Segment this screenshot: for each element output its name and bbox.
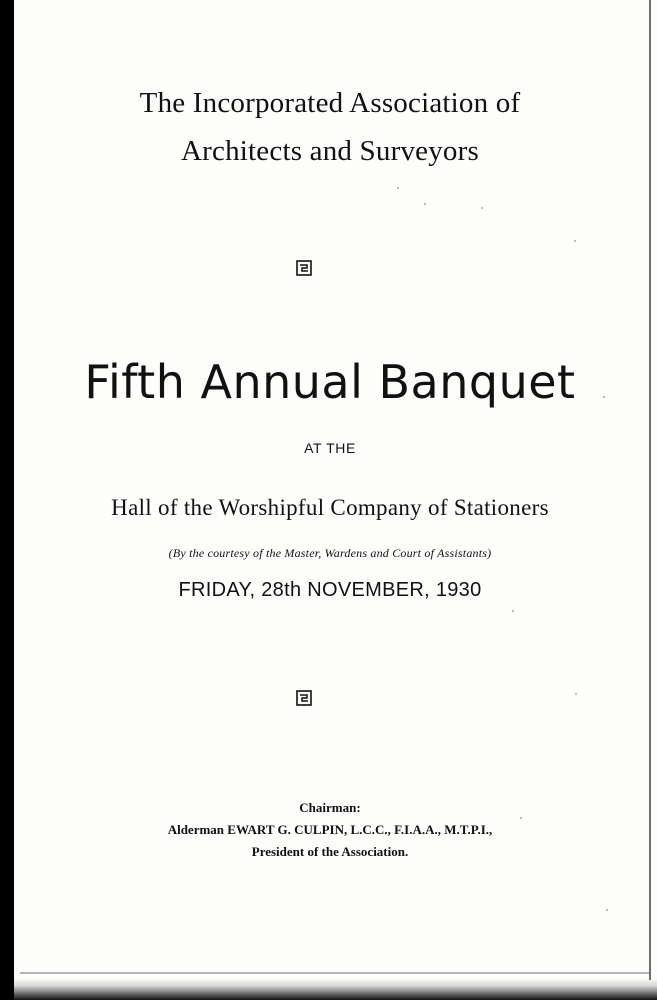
bottom-scan-line	[20, 972, 649, 974]
chairman-role: President of the Association.	[251, 844, 409, 859]
venue-courtesy-note: (By the courtesy of the Master, Wardens and Court of Assistants)	[168, 546, 492, 560]
event-date: FRIDAY, 28th NOVEMBER, 1930	[178, 579, 482, 601]
scan-speck	[603, 396, 605, 398]
scan-speck	[512, 610, 514, 612]
organization-line-1: The Incorporated Association of	[139, 87, 521, 119]
event-title: Fifth Annual Banquet	[84, 355, 576, 409]
chairman-name: Alderman EWART G. CULPIN, L.C.C., F.I.A.A., M.T.P.I.,	[167, 822, 493, 837]
organization-line-2: Architects and Surveyors	[181, 135, 479, 167]
scan-speck	[606, 909, 608, 911]
scan-speck	[575, 693, 577, 695]
scan-speck	[520, 817, 522, 819]
venue-name: Hall of the Worshipful Company of Stationers	[111, 495, 549, 520]
right-page-shadow	[649, 0, 651, 980]
at-the-label: AT THE	[304, 440, 356, 456]
scan-speck	[424, 203, 426, 205]
left-page-shadow	[0, 0, 14, 1000]
scan-speck	[574, 240, 576, 242]
chairman-label: Chairman:	[299, 800, 361, 815]
decorative-ornament-icon	[296, 690, 312, 706]
bottom-page-shadow	[14, 978, 657, 1000]
scan-speck	[481, 207, 483, 209]
decorative-ornament-icon	[296, 260, 312, 276]
scan-speck	[397, 187, 399, 189]
